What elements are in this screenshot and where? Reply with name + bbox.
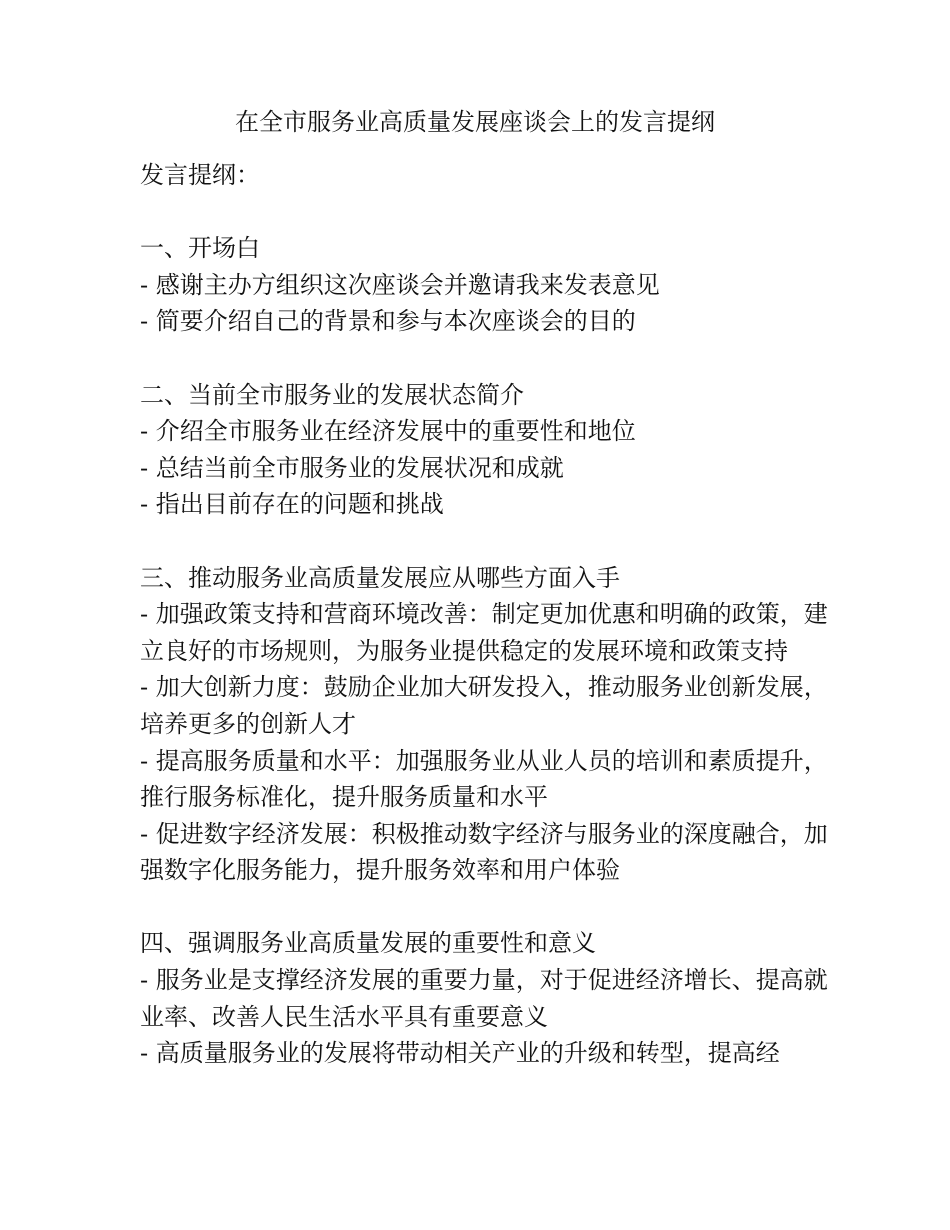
spacer (140, 523, 830, 560)
list-item: - 服务业是支撑经济发展的重要力量，对于促进经济增长、提高就业率、改善人民生活水平具有重要意义 (140, 966, 828, 1031)
list-item: - 高质量服务业的发展将带动相关产业的升级和转型，提高经 (140, 1039, 780, 1068)
list-item: - 介绍全市服务业在经济发展中的重要性和地位 (140, 417, 636, 446)
list-item: - 指出目前存在的问题和挑战 (140, 490, 444, 519)
section-heading: 三、推动服务业高质量发展应从哪些方面入手 (140, 563, 620, 592)
section-heading: 四、强调服务业高质量发展的重要性和意义 (140, 929, 596, 958)
list-item: - 加大创新力度：鼓励企业加大研发投入，推动服务业创新发展，培养更多的创新人才 (140, 673, 828, 738)
list-item: - 促进数字经济发展：积极推动数字经济与服务业的深度融合，加强数字化服务能力，提升服务效率和用户体验 (140, 819, 828, 885)
spacer (140, 889, 830, 926)
section-status (140, 377, 830, 523)
section-heading: 一、开场白 (140, 234, 260, 263)
list-item: - 简要介绍自己的背景和参与本次座谈会的目的 (140, 307, 636, 336)
document-title: 在全市服务业高质量发展座谈会上的发言提纲 (235, 108, 715, 136)
list-item: - 感谢主办方组织这次座谈会并邀请我来发表意见 (140, 270, 660, 299)
section-heading: 二、当前全市服务业的发展状态简介 (140, 380, 524, 409)
list-item: - 加强政策支持和营商环境改善：制定更加优惠和明确的政策，建立良好的市场规则，为服务业提供稳定的发展环境和政策支持 (140, 600, 828, 665)
list-item: - 总结当前全市服务业的发展状况和成就 (140, 453, 564, 482)
section-importance (140, 925, 830, 1071)
document-body (140, 157, 830, 1072)
intro-label: 发言提纲： (140, 161, 260, 189)
spacer (140, 340, 830, 377)
spacer (140, 194, 830, 231)
section-opening (140, 230, 830, 340)
section-approach (140, 560, 830, 889)
list-item: - 提高服务质量和水平：加强服务业从业人员的培训和素质提升，推行服务标准化，提升服务质量和水平 (140, 746, 828, 812)
